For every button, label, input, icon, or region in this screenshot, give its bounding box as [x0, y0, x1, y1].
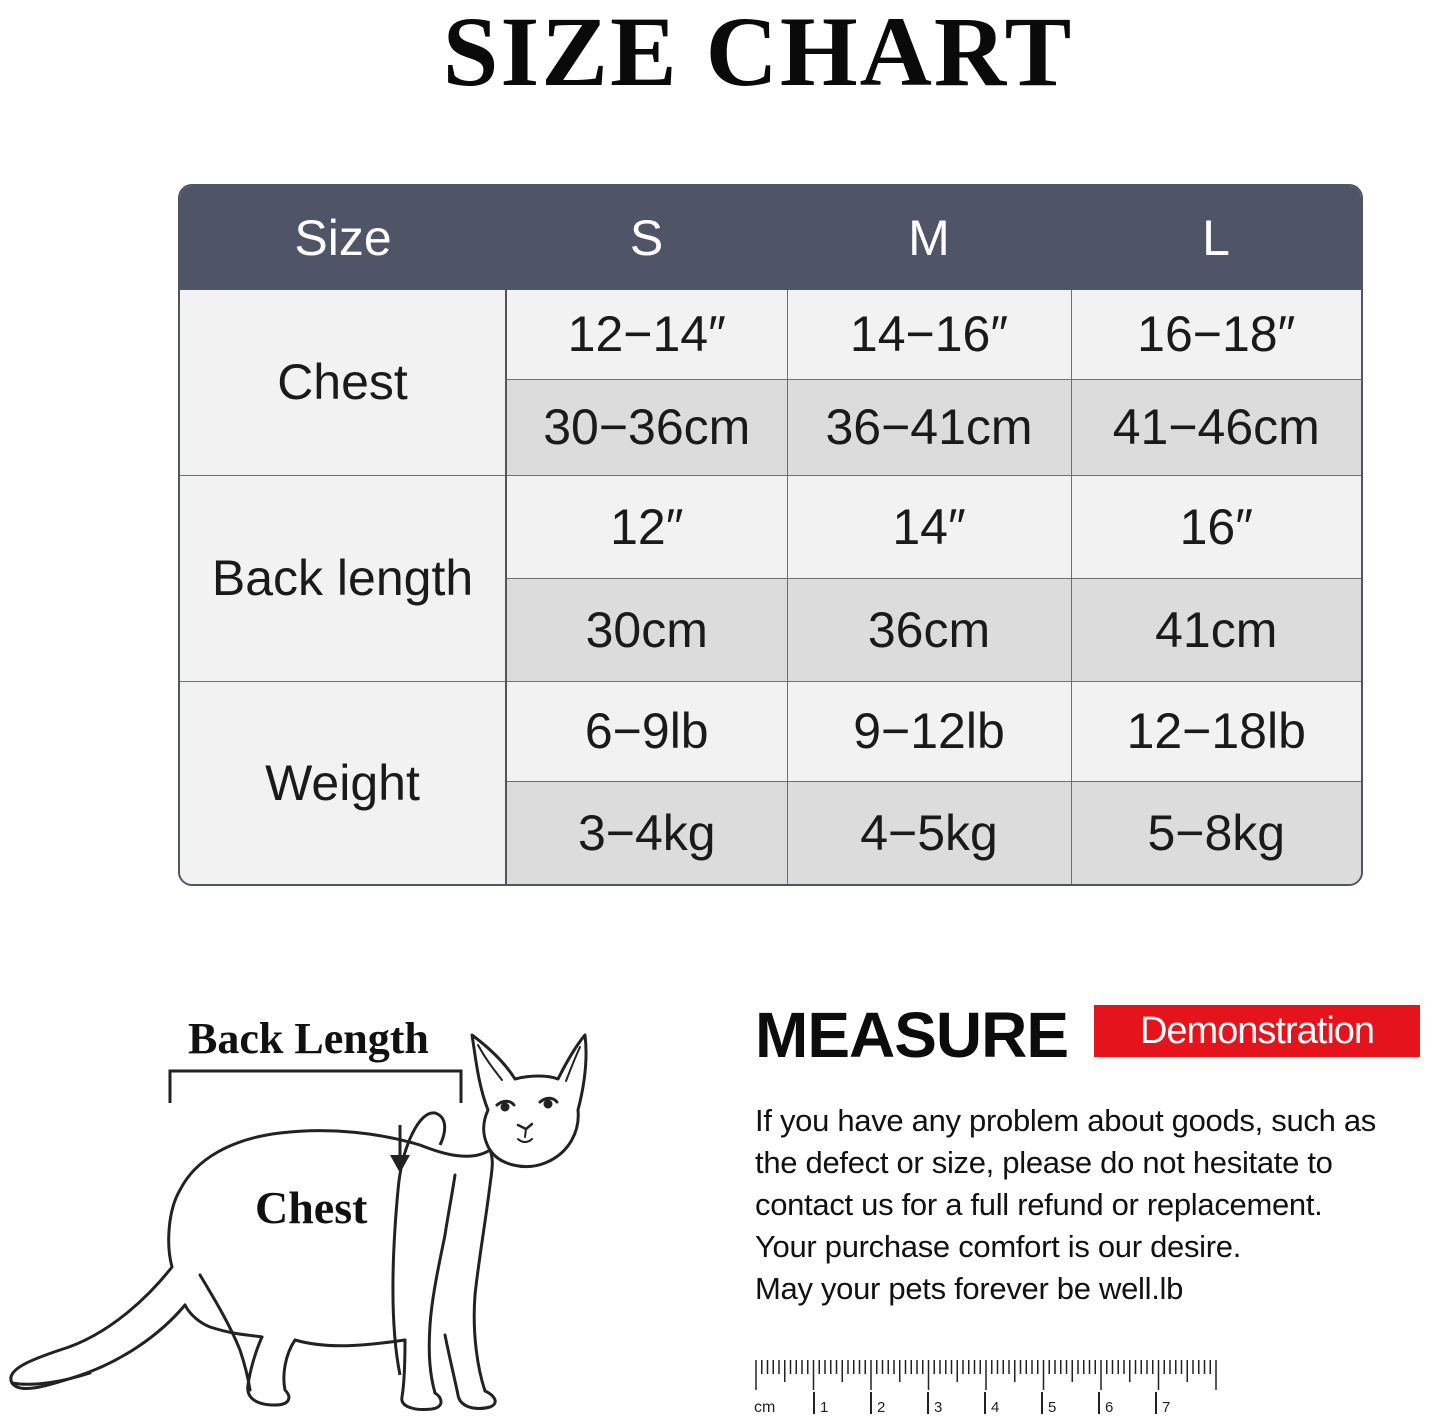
back-l-imperial: 16″: [1071, 475, 1361, 578]
row-label-weight: Weight: [180, 681, 506, 884]
ruler-mark: 1: [820, 1399, 829, 1416]
weight-s-imperial: 6−9lb: [506, 681, 787, 781]
back-length-bracket: [170, 1071, 461, 1103]
ruler-mark: 4: [991, 1399, 1000, 1416]
back-m-imperial: 14″: [787, 475, 1071, 578]
note-line: contact us for a full refund or replacement.: [755, 1187, 1323, 1222]
weight-m-imperial: 9−12lb: [787, 681, 1071, 781]
chest-l-imperial: 16−18″: [1071, 290, 1361, 379]
page-title: SIZE CHART: [442, 0, 1074, 107]
note-line: May your pets forever be well.lb: [755, 1271, 1184, 1306]
back-l-metric: 41cm: [1071, 578, 1361, 681]
chest-m-imperial: 14−16″: [787, 290, 1071, 379]
cat-illustration: [0, 1005, 600, 1418]
ruler-mark: 3: [934, 1399, 943, 1416]
header-s: S: [629, 210, 664, 266]
chest-s-metric: 30−36cm: [506, 379, 787, 475]
chest-s-imperial: 12−14″: [506, 290, 787, 379]
row-label-chest: Chest: [180, 290, 506, 475]
row-label-back-length: Back length: [180, 475, 506, 681]
header-l: L: [1202, 210, 1230, 266]
weight-l-imperial: 12−18lb: [1071, 681, 1361, 781]
ruler-mark: 7: [1162, 1399, 1171, 1416]
chest-l-metric: 41−46cm: [1071, 379, 1361, 475]
measure-title: MEASURE: [755, 999, 1069, 1071]
weight-l-metric: 5−8kg: [1071, 781, 1361, 884]
ruler-mark: 5: [1048, 1399, 1057, 1416]
note-line: If you have any problem about goods, such as: [755, 1103, 1376, 1138]
ruler-mark: 2: [877, 1399, 886, 1416]
back-m-metric: 36cm: [787, 578, 1071, 681]
ruler-unit: cm: [754, 1399, 776, 1416]
back-s-imperial: 12″: [506, 475, 787, 578]
table-row: [180, 290, 1361, 379]
weight-s-metric: 3−4kg: [506, 781, 787, 884]
chest-label: Chest: [255, 1182, 368, 1233]
back-length-label: Back Length: [188, 1014, 429, 1063]
chest-m-metric: 36−41cm: [787, 379, 1071, 475]
note-line: Your purchase comfort is our desire.: [755, 1229, 1242, 1264]
table-header-row: [180, 186, 1361, 290]
note-line: the defect or size, please do not hesitate to: [755, 1145, 1333, 1180]
table-row: [180, 681, 1361, 781]
size-table: [178, 184, 1363, 886]
ruler-icon: [752, 1356, 1222, 1416]
demonstration-badge: Demonstration: [1094, 1005, 1420, 1057]
header-size: Size: [294, 210, 392, 266]
back-s-metric: 30cm: [506, 578, 787, 681]
measure-note: [755, 1100, 1433, 1310]
weight-m-metric: 4−5kg: [787, 781, 1071, 884]
ruler-mark: 6: [1105, 1399, 1114, 1416]
header-m: M: [908, 210, 950, 266]
table-row: [180, 475, 1361, 578]
